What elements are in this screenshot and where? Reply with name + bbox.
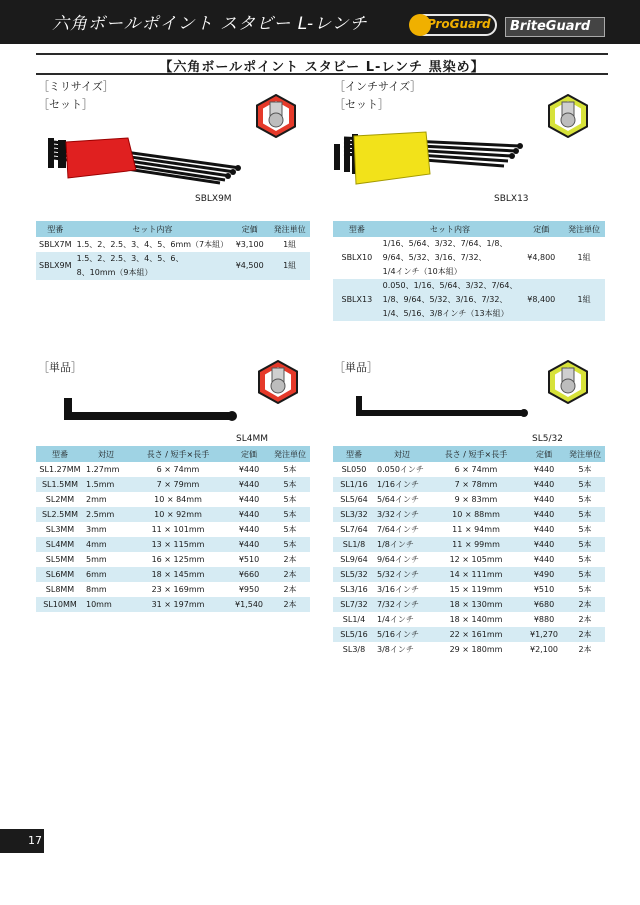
table-row xyxy=(36,537,310,552)
table-cell: SL7/64 xyxy=(340,525,368,534)
table-row xyxy=(36,477,310,492)
table-cell: 1組 xyxy=(577,253,591,262)
table-row xyxy=(36,462,310,477)
table-cell-multiline xyxy=(75,252,231,280)
table-cell: ¥4,800 xyxy=(527,253,556,262)
table-cell: 5本 xyxy=(283,495,297,504)
table-header-cell: 型番 xyxy=(333,446,375,462)
table-cell: ¥1,270 xyxy=(523,627,565,642)
table-cell: 1.5mm xyxy=(84,477,128,492)
table-cell: 31 × 197mm xyxy=(128,597,228,612)
table-header-cell: 型番 xyxy=(36,221,75,237)
table-cell: ¥660 xyxy=(228,567,270,582)
table-cell: 10 × 92mm xyxy=(128,507,228,522)
table-cell: 11 × 94mm xyxy=(452,525,500,534)
right-set-label: ［セット］ xyxy=(334,98,389,111)
table-cell: ¥8,400 xyxy=(519,279,563,321)
table-cell: 13 × 115mm xyxy=(128,537,228,552)
table-cell: ¥440 xyxy=(523,477,565,492)
table-header-cell: 定価 xyxy=(228,446,270,462)
table-cell: SL6MM xyxy=(36,567,84,582)
section-title-box xyxy=(36,53,608,75)
table-cell: 5本 xyxy=(283,525,297,534)
table-cell: 2本 xyxy=(565,597,605,612)
table-cell: SL1.27MM xyxy=(39,465,81,474)
left-single-caption: SL4MM xyxy=(236,434,268,444)
table-cell: SBLX9M xyxy=(36,252,75,280)
inch-wrench-set-image xyxy=(330,124,526,190)
proguard-logo-text: ProGuard xyxy=(427,17,491,31)
table-cell: 2本 xyxy=(270,597,310,612)
table-cell: SL10MM xyxy=(36,597,84,612)
table-cell: 18 × 145mm xyxy=(128,567,228,582)
table-cell: 0.050インチ xyxy=(377,465,424,474)
table-cell: 9 × 83mm xyxy=(454,495,498,504)
table-cell: 8mm xyxy=(86,585,107,594)
table-cell: 15 × 119mm xyxy=(449,585,503,594)
table-row xyxy=(36,507,310,522)
table-cell: 3/32インチ xyxy=(375,507,429,522)
briteguard-logo-text: BriteGuard xyxy=(510,19,591,34)
table-cell: 18 × 140mm xyxy=(449,615,503,624)
table-cell: SL2MM xyxy=(45,495,75,504)
table-cell: ¥1,540 xyxy=(228,597,270,612)
table-header-row xyxy=(36,446,310,462)
table-cell: ¥4,500 xyxy=(230,252,269,280)
header-bar xyxy=(0,0,640,44)
table-cell: 11 × 99mm xyxy=(429,537,523,552)
table-cell: 5/32インチ xyxy=(375,567,429,582)
red-hex-ball-icon xyxy=(256,360,300,404)
table-cell: ¥440 xyxy=(228,537,270,552)
table-cell: SL9/64 xyxy=(340,555,368,564)
table-cell: SL1/4 xyxy=(342,615,366,624)
table-cell: ¥440 xyxy=(533,495,555,504)
right-single-caption: SL5/32 xyxy=(532,434,563,444)
table-cell: 7/32インチ xyxy=(375,597,429,612)
table-cell: SL3MM xyxy=(45,525,75,534)
table-cell: ¥440 xyxy=(228,507,270,522)
table-row xyxy=(333,552,605,567)
table-cell: SL3/16 xyxy=(340,585,368,594)
table-cell: 5本 xyxy=(565,477,605,492)
table-cell: SL7/32 xyxy=(333,597,375,612)
table-cell: 5本 xyxy=(270,507,310,522)
table-header-cell: 発注単位 xyxy=(565,446,605,462)
table-cell: 5本 xyxy=(578,495,592,504)
table-header-cell: 発注単位 xyxy=(269,221,310,237)
inch-single-wrench-image xyxy=(352,394,532,422)
table-cell: ¥440 xyxy=(533,465,555,474)
yellow-hex-ball-icon xyxy=(546,94,590,138)
table-cell: 5mm xyxy=(86,555,107,564)
table-header-cell: 長さ / 短手×長手 xyxy=(128,446,228,462)
left-set-label: ［セット］ xyxy=(38,98,93,111)
table-cell: 5本 xyxy=(578,555,592,564)
table-cell: 12 × 105mm xyxy=(449,555,503,564)
table-cell: SBLX13 xyxy=(333,279,381,321)
table-cell: SL3/8 xyxy=(342,645,366,654)
table-cell: ¥3,100 xyxy=(235,240,264,249)
table-row xyxy=(36,552,310,567)
table-row xyxy=(36,252,310,280)
table-cell: ¥440 xyxy=(228,477,270,492)
left-category-label: ［ミリサイズ］ xyxy=(38,80,114,93)
table-cell-line: 1/16、5/64、3/32、7/64、1/8、 xyxy=(382,239,508,248)
table-cell: 3mm xyxy=(86,525,107,534)
table-cell: 5/16インチ xyxy=(375,627,429,642)
metric-single-wrench-image xyxy=(60,396,240,424)
table-header-cell: 発注単位 xyxy=(563,221,605,237)
table-cell-multiline xyxy=(381,279,520,321)
proguard-logo xyxy=(413,14,497,36)
table-row xyxy=(333,237,605,279)
table-cell: SL5/32 xyxy=(333,567,375,582)
table-cell: ¥510 xyxy=(533,585,555,594)
table-header-cell: 定価 xyxy=(523,446,565,462)
page-header-title: 六角ボールポイント スタビー L-レンチ xyxy=(52,14,368,34)
table-cell: 5本 xyxy=(578,585,592,594)
table-row xyxy=(333,522,605,537)
table-cell: SL2.5MM xyxy=(36,507,84,522)
table-cell-line: 9/64、5/32、3/16、7/32、 xyxy=(382,253,487,262)
table-cell: 6mm xyxy=(84,567,128,582)
table-header-cell: セット内容 xyxy=(75,221,231,237)
table-cell: 7/64インチ xyxy=(377,525,419,534)
table-row xyxy=(36,522,310,537)
table-cell: 2本 xyxy=(270,567,310,582)
table-cell: 2本 xyxy=(565,627,605,642)
table-cell: ¥490 xyxy=(523,567,565,582)
table-cell: SL5MM xyxy=(45,555,75,564)
table-row xyxy=(36,237,310,252)
table-cell: ¥2,100 xyxy=(530,645,558,654)
table-cell: SBLX7M xyxy=(39,240,72,249)
table-row xyxy=(333,492,605,507)
table-cell: SL8MM xyxy=(45,585,75,594)
table-cell: 14 × 111mm xyxy=(429,567,523,582)
table-row xyxy=(333,279,605,321)
table-header-cell: 定価 xyxy=(519,221,563,237)
table-cell: 1/16インチ xyxy=(375,477,429,492)
table-header-cell: セット内容 xyxy=(381,221,520,237)
table-cell: SL1.5MM xyxy=(36,477,84,492)
table-cell: 2mm xyxy=(86,495,107,504)
table-row xyxy=(333,627,605,642)
table-cell: 6 × 74mm xyxy=(454,465,498,474)
table-cell: 11 × 101mm xyxy=(151,525,205,534)
table-cell: 5本 xyxy=(283,465,297,474)
table-row xyxy=(36,582,310,597)
metric-set-table xyxy=(36,221,310,280)
table-cell: ¥440 xyxy=(523,537,565,552)
table-row xyxy=(333,537,605,552)
table-header-cell: 型番 xyxy=(36,446,84,462)
table-cell: ¥680 xyxy=(523,597,565,612)
table-cell: 16 × 125mm xyxy=(151,555,205,564)
red-hex-ball-icon xyxy=(254,94,298,138)
table-cell: SL3/32 xyxy=(333,507,375,522)
table-header-cell: 対辺 xyxy=(375,446,429,462)
table-cell: 10 × 88mm xyxy=(429,507,523,522)
inch-set-table xyxy=(333,221,605,321)
table-row xyxy=(333,477,605,492)
table-cell: ¥880 xyxy=(533,615,555,624)
table-cell: 1.27mm xyxy=(86,465,120,474)
table-cell: ¥440 xyxy=(523,507,565,522)
table-cell-line: 8、10mm（9本組） xyxy=(76,268,153,277)
table-cell: 5本 xyxy=(565,567,605,582)
table-header-cell: 長さ / 短手×長手 xyxy=(429,446,523,462)
table-cell: SL5/64 xyxy=(340,495,368,504)
table-cell: 5本 xyxy=(270,477,310,492)
table-cell: 10 × 84mm xyxy=(154,495,202,504)
table-cell: 23 × 169mm xyxy=(151,585,205,594)
table-cell: 5本 xyxy=(565,537,605,552)
table-cell: 1組 xyxy=(283,240,297,249)
table-cell: 2本 xyxy=(578,645,592,654)
table-row xyxy=(36,492,310,507)
page-number: 17 xyxy=(28,834,42,847)
table-cell: SL4MM xyxy=(36,537,84,552)
table-row xyxy=(333,582,605,597)
left-single-label: ［単品］ xyxy=(38,361,82,374)
table-row xyxy=(36,597,310,612)
table-cell: 1組 xyxy=(269,252,310,280)
table-row xyxy=(333,597,605,612)
table-cell: 5本 xyxy=(578,525,592,534)
table-cell: 2本 xyxy=(578,615,592,624)
table-cell: ¥510 xyxy=(238,555,260,564)
table-cell: ¥440 xyxy=(238,465,260,474)
table-cell: SL1/8 xyxy=(333,537,375,552)
metric-single-table xyxy=(36,446,310,612)
table-cell: 6 × 74mm xyxy=(156,465,200,474)
table-cell: 3/16インチ xyxy=(377,585,419,594)
table-cell-line: 1/4、5/16、3/8インチ（13本組） xyxy=(382,309,509,318)
table-cell-line: 0.050、1/16、5/64、3/32、7/64、 xyxy=(382,281,518,290)
table-cell: 3/8インチ xyxy=(377,645,414,654)
left-set-caption: SBLX9M xyxy=(195,194,232,204)
table-cell-line: 1/4インチ（10本組） xyxy=(382,267,462,276)
table-row xyxy=(36,567,310,582)
right-set-caption: SBLX13 xyxy=(494,194,529,204)
table-cell: 1組 xyxy=(563,279,605,321)
table-cell: 22 × 161mm xyxy=(429,627,523,642)
right-category-label: ［インチサイズ］ xyxy=(334,80,422,93)
table-header-cell: 定価 xyxy=(230,221,269,237)
table-row xyxy=(333,567,605,582)
table-cell: 29 × 180mm xyxy=(449,645,503,654)
table-cell: ¥440 xyxy=(238,525,260,534)
metric-wrench-set-image xyxy=(40,128,250,188)
table-cell: SL5/16 xyxy=(333,627,375,642)
table-cell: 2本 xyxy=(283,555,297,564)
table-row xyxy=(333,507,605,522)
table-header-row xyxy=(333,221,605,237)
table-row xyxy=(333,462,605,477)
table-cell: SL050 xyxy=(341,465,367,474)
inch-single-table xyxy=(333,446,605,657)
yellow-hex-ball-icon xyxy=(546,360,590,404)
table-cell: 2.5mm xyxy=(84,507,128,522)
table-cell: SL1/16 xyxy=(333,477,375,492)
table-header-row xyxy=(333,446,605,462)
section-title: 【六角ボールポイント スタビー L-レンチ 黒染め】 xyxy=(159,60,485,75)
table-cell: 5本 xyxy=(578,465,592,474)
table-cell: 1/8インチ xyxy=(375,537,429,552)
table-cell: ¥440 xyxy=(533,525,555,534)
right-single-label: ［単品］ xyxy=(334,361,378,374)
table-header-cell: 対辺 xyxy=(84,446,128,462)
table-cell: SBLX10 xyxy=(341,253,373,262)
table-cell-line: 1/8、9/64、5/32、3/16、7/32、 xyxy=(382,295,508,304)
table-cell: 1/4インチ xyxy=(377,615,414,624)
table-cell: 1.5、2、2.5、3、4、5、6mm（7本組） xyxy=(76,240,229,249)
table-cell: 7 × 79mm xyxy=(128,477,228,492)
table-cell: 4mm xyxy=(84,537,128,552)
table-header-row xyxy=(36,221,310,237)
table-header-cell: 型番 xyxy=(333,221,381,237)
table-row xyxy=(333,612,605,627)
table-cell: 5本 xyxy=(565,507,605,522)
table-cell: ¥440 xyxy=(533,555,555,564)
table-cell: 10mm xyxy=(84,597,128,612)
table-cell-line: 1.5、2、2.5、3、4、5、6、 xyxy=(76,254,184,263)
table-cell: ¥950 xyxy=(238,585,260,594)
table-cell: 5/64インチ xyxy=(377,495,419,504)
table-cell: ¥440 xyxy=(238,495,260,504)
table-header-cell: 発注単位 xyxy=(270,446,310,462)
table-cell-multiline xyxy=(381,237,520,279)
table-cell: 5本 xyxy=(270,537,310,552)
briteguard-logo xyxy=(505,17,605,37)
table-row xyxy=(333,642,605,657)
table-cell: 2本 xyxy=(283,585,297,594)
table-cell: 9/64インチ xyxy=(377,555,419,564)
table-cell: 18 × 130mm xyxy=(429,597,523,612)
table-cell: 7 × 78mm xyxy=(429,477,523,492)
